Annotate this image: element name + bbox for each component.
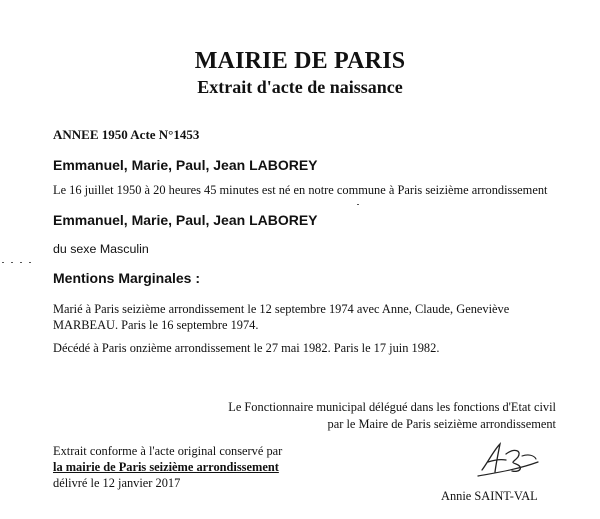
- extract-line1: Extrait conforme à l'acte original conservé par: [53, 444, 283, 458]
- marriage-mention-line2: MARBEAU. Paris le 16 septembre 1974.: [53, 318, 259, 332]
- marriage-mention-line1: Marié à Paris seizième arrondissement le 12 septembre 1974 avec Anne, Claude, Geneviève: [53, 302, 510, 316]
- official-block: [228, 399, 556, 433]
- handwritten-signature: [476, 440, 542, 480]
- year-act-number: ANNEE 1950 Acte N°1453: [53, 127, 200, 142]
- scan-speck: [2, 262, 4, 263]
- birth-statement: Le 16 juillet 1950 à 20 heures 45 minutes est né en notre commune à Paris seizième arrondissement: [53, 183, 548, 197]
- sex-statement: du sexe Masculin: [53, 242, 149, 256]
- document-title: MAIRIE DE PARIS: [194, 48, 406, 74]
- scan-speck: [11, 262, 13, 263]
- full-name-repeat: Emmanuel, Marie, Paul, Jean LABOREY: [53, 212, 318, 228]
- death-mention: Décédé à Paris onzième arrondissement le 27 mai 1982. Paris le 17 juin 1982.: [53, 341, 440, 355]
- issuing-office: la mairie de Paris seizième arrondissement: [53, 460, 279, 474]
- signatory-name: Annie SAINT-VAL: [441, 489, 538, 503]
- scan-speck: [20, 262, 22, 263]
- scan-speck: [357, 204, 359, 205]
- issue-date: délivré le 12 janvier 2017: [53, 476, 181, 490]
- full-name: Emmanuel, Marie, Paul, Jean LABOREY: [53, 157, 318, 173]
- scan-speck: [29, 262, 31, 263]
- document-subtitle: Extrait d'acte de naissance: [197, 77, 403, 97]
- official-line1: Le Fonctionnaire municipal délégué dans les fonctions d'Etat civil: [228, 400, 556, 414]
- extract-conformity-block: [53, 443, 282, 491]
- marginal-mentions-heading: Mentions Marginales :: [53, 270, 201, 286]
- official-line2: par le Maire de Paris seizième arrondissement: [327, 417, 556, 431]
